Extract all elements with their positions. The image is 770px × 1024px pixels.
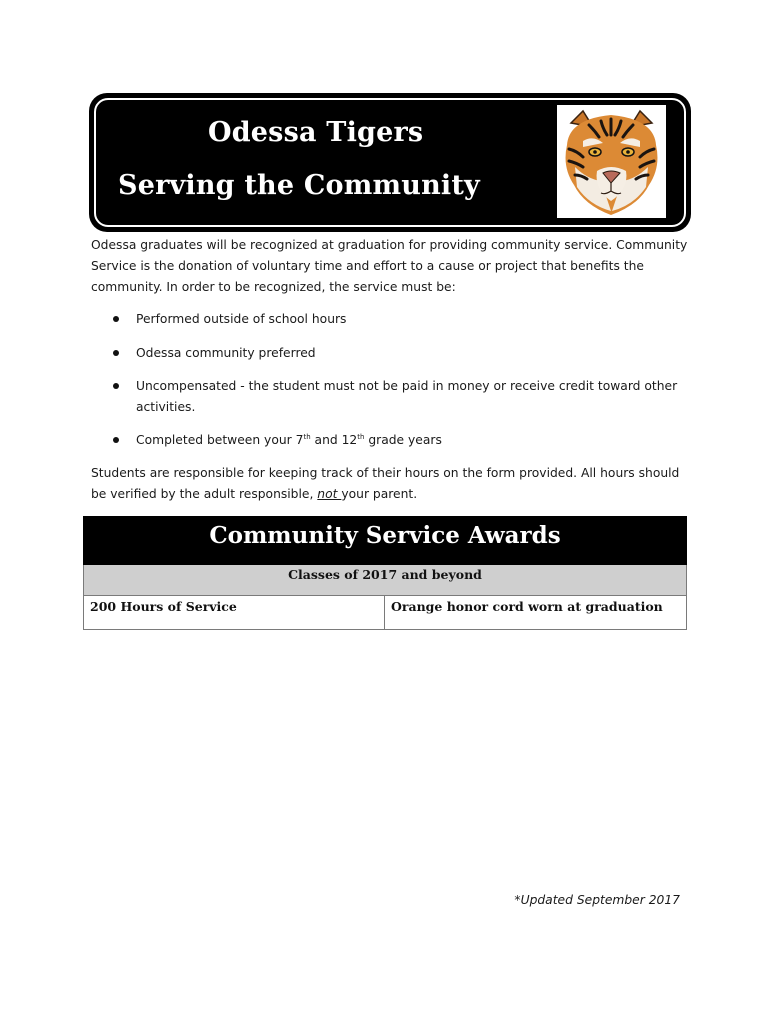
updated-footnote: *Updated September 2017 (514, 893, 680, 907)
intro-paragraph: Odessa graduates will be recognized at graduation for providing community service. Community Service is the donation of voluntary time and effort to a cause or project that benefits the community. In order to be recognized, the service must be: (91, 238, 688, 294)
responsibility-text-end: your parent. (341, 487, 418, 501)
awards-heading: Community Service Awards (83, 516, 687, 565)
superscript: th (357, 432, 365, 441)
table-row (83, 596, 687, 630)
list-item (108, 430, 688, 451)
list-item: Uncompensated - the student must not be paid in money or receive credit toward other activities. (108, 376, 688, 418)
classes-label: Classes of 2017 and beyond (83, 565, 687, 596)
requirements-list (108, 309, 688, 451)
banner-title: Odessa Tigers (208, 117, 424, 148)
responsibility-text: Students are responsible for keeping track of their hours on the form provided. All hours should be verified by the adult responsible, (91, 466, 680, 501)
superscript: th (303, 432, 311, 441)
hours-cell: 200 Hours of Service (84, 596, 385, 629)
list-item: Performed outside of school hours (108, 309, 688, 330)
responsibility-paragraph (91, 463, 691, 505)
list-item: Odessa community preferred (108, 343, 688, 364)
banner-subtitle: Serving the Community (118, 170, 480, 201)
award-cell: Orange honor cord worn at graduation (391, 599, 663, 614)
list-item-text: and 12 (310, 433, 358, 447)
awards-table (83, 516, 687, 630)
tiger-face-icon (557, 105, 666, 218)
emphasis-not: not (317, 487, 342, 501)
list-item-text: Completed between your 7 (136, 433, 304, 447)
list-item-text: grade years (364, 433, 442, 447)
